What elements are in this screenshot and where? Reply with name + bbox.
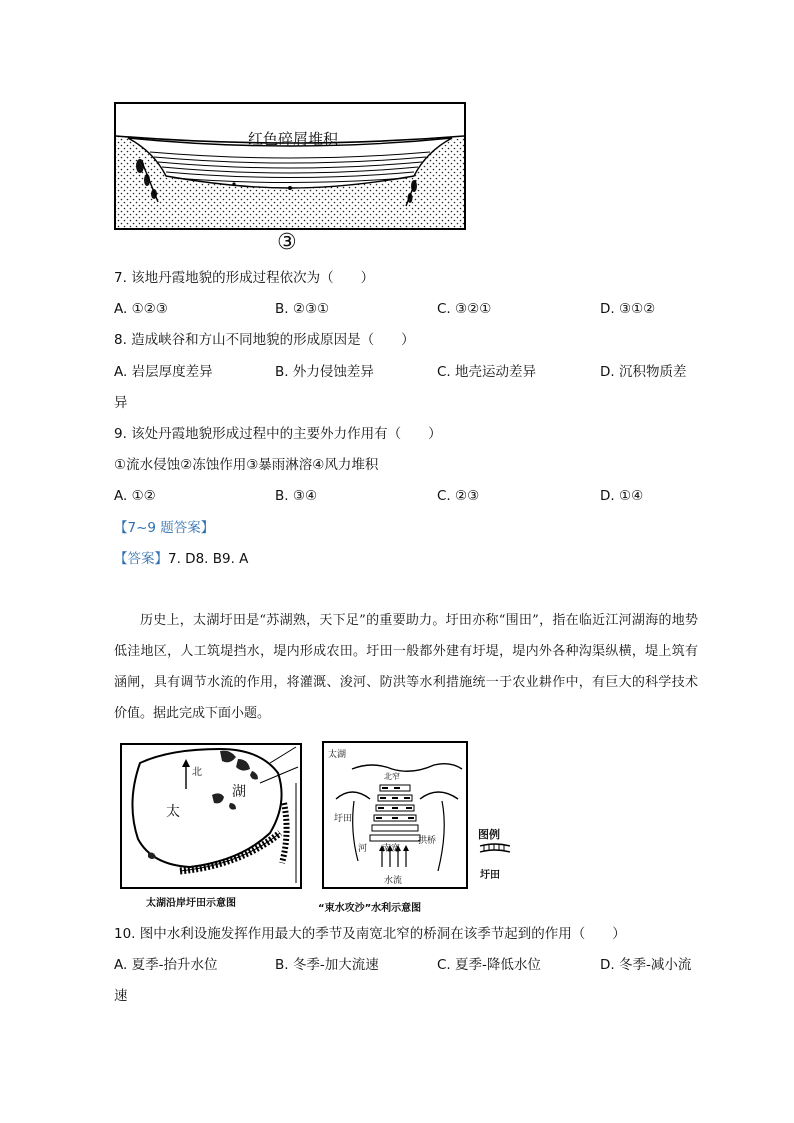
reading-passage bbox=[114, 605, 698, 729]
question-9-option-c[interactable]: C. ②③ bbox=[437, 488, 480, 504]
label-gongqiao: 拱桥 bbox=[418, 836, 437, 846]
question-9-option-d[interactable]: D. ①④ bbox=[600, 488, 644, 504]
label-beikuan: 北窄 bbox=[384, 772, 400, 781]
question-7-option-d[interactable]: D. ③①② bbox=[600, 301, 656, 317]
map-left bbox=[120, 743, 302, 889]
question-7-stem: 7. 该地丹霞地貌的形成过程依次为（ ） bbox=[114, 270, 375, 286]
label-shuiliu: 水流 bbox=[384, 876, 403, 886]
north-label: 北 bbox=[192, 767, 202, 778]
lake-char-hu: 湖 bbox=[232, 784, 246, 800]
question-8-option-b[interactable]: B. 外力侵蚀差异 bbox=[275, 364, 374, 380]
cross-section-svg bbox=[114, 102, 466, 230]
question-9-list: ①流水侵蚀②冻蚀作用③暴雨淋溶④风力堆积 bbox=[114, 457, 379, 473]
question-7-option-a[interactable]: A. ①②③ bbox=[114, 301, 168, 317]
question-7-option-b[interactable]: B. ②③① bbox=[275, 301, 330, 317]
label-he: 河 bbox=[358, 844, 368, 854]
question-9-option-a[interactable]: A. ①② bbox=[114, 488, 156, 504]
question-9-option-b[interactable]: B. ③④ bbox=[275, 488, 318, 504]
label-taihu: 太湖 bbox=[328, 750, 347, 760]
answer-text: 7. D8. B9. A bbox=[168, 551, 249, 567]
question-8-option-c[interactable]: C. 地壳运动差异 bbox=[437, 364, 537, 380]
figure-cross-section bbox=[114, 102, 466, 230]
right-map-caption: “束水攻沙”水利示意图 bbox=[318, 903, 422, 914]
question-10-option-b[interactable]: B. 冬季-加大流速 bbox=[275, 957, 379, 973]
answer-heading: 【7~9 题答案】 bbox=[114, 520, 215, 536]
question-8-option-d-wrap: 异 bbox=[114, 395, 128, 411]
label-weitian: 圩田 bbox=[334, 814, 353, 824]
map-right bbox=[322, 741, 468, 889]
question-10-option-c[interactable]: C. 夏季-降低水位 bbox=[437, 957, 541, 973]
left-map-caption: 太湖沿岸圩田示意图 bbox=[146, 898, 236, 909]
question-9-stem: 9. 该处丹霞地貌形成过程中的主要外力作用有（ ） bbox=[114, 426, 442, 442]
question-8-option-d[interactable]: D. 沉积物质差 bbox=[600, 364, 687, 380]
answer-label: 【答案】 bbox=[114, 551, 168, 567]
passage-text: 历史上，太湖圩田是“苏湖熟，天下足”的重要助力。圩田亦称“围田”，指在临近江河湖海的地势低洼地区，人工筑堤挡水，堤内形成农田。圩田一般都外建有圩堤，堤内外各种沟渠纵横，堤上筑有涵闸，具有调节水流的作用，将灌溉、浚河、防洪等水利措施统一于农业耕作中，有巨大的科学技术价值。据此完成下面小题。 bbox=[114, 613, 698, 721]
question-10-option-d-wrap: 速 bbox=[114, 988, 128, 1004]
question-8-option-a[interactable]: A. 岩层厚度差异 bbox=[114, 364, 213, 380]
question-7-option-c[interactable]: C. ③②① bbox=[437, 301, 492, 317]
legend-weitian-swatch bbox=[478, 842, 512, 858]
answer-line bbox=[114, 549, 248, 569]
taihu-map-svg bbox=[120, 743, 302, 889]
question-8-stem: 8. 造成峡谷和方山不同地貌的形成原因是（ ） bbox=[114, 332, 415, 348]
question-10-option-a[interactable]: A. 夏季-抬升水位 bbox=[114, 957, 218, 973]
question-10-stem: 10. 图中水利设施发挥作用最大的季节及南宽北窄的桥洞在该季节起到的作用（ ） bbox=[114, 926, 626, 942]
legend bbox=[476, 826, 516, 886]
lake-char-tai: 太 bbox=[166, 804, 180, 820]
legend-item-weitian: 圩田 bbox=[480, 870, 500, 881]
figure-number: ③ bbox=[277, 230, 297, 255]
question-10-option-d[interactable]: D. 冬季-减小流 bbox=[600, 957, 692, 973]
label-nankuan: 南宽 bbox=[382, 844, 401, 854]
figure-label-red-deposit: 红色碎屑堆积 bbox=[248, 130, 339, 148]
legend-title: 图例 bbox=[478, 828, 500, 841]
